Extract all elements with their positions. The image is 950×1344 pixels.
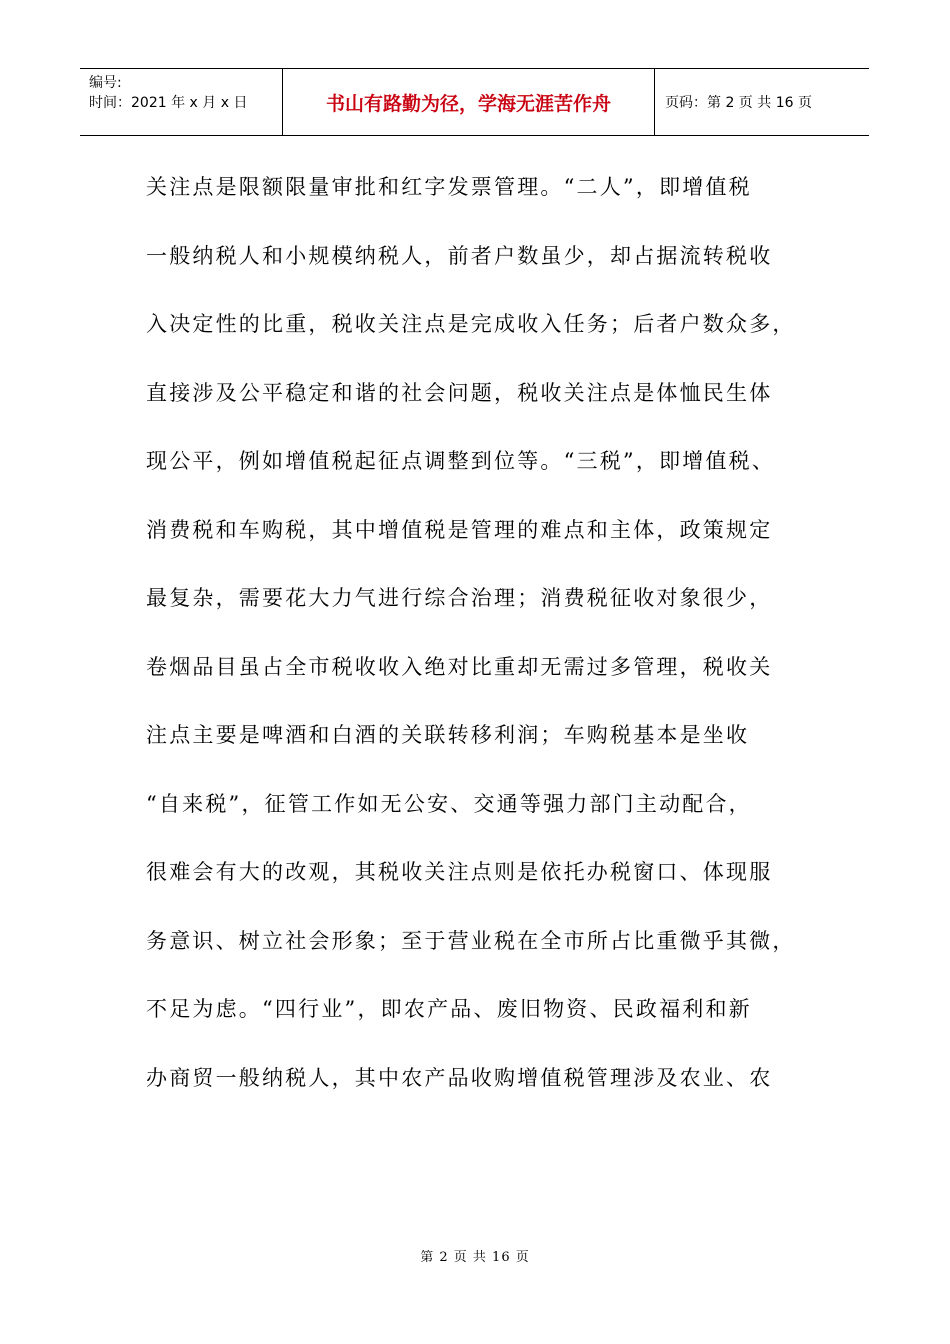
header-page-info <box>655 69 869 135</box>
motto-text: 书山有路勤为径，学海无涯苦作舟 <box>325 92 611 115</box>
page-info-text: 页码：第 2 页 共 16 页 <box>665 95 812 111</box>
body-line: 入决定性的比重，税收关注点是完成收入任务；后者户数众多， <box>146 312 796 336</box>
body-line: 现公平，例如增值税起征点调整到位等。“三税”，即增值税、 <box>146 449 776 473</box>
body-line: 最复杂，需要花大力气进行综合治理；消费税征收对象很少， <box>146 586 773 610</box>
page-footer <box>0 1246 950 1265</box>
body-line: 关注点是限额限量审批和红字发票管理。“二人”，即增值税 <box>146 175 752 199</box>
body-line: 一般纳税人和小规模纳税人，前者户数虽少，却占据流转税收 <box>146 243 773 268</box>
body-line: 注点主要是啤酒和白酒的关联转移利润；车购税基本是坐收 <box>146 723 750 747</box>
body-line: 消费税和车购税，其中增值税是管理的难点和主体，政策规定 <box>146 517 773 542</box>
footer-page-number: 第 2 页 共 16 页 <box>420 1250 530 1265</box>
body-line: 不足为虑。“四行业”，即农产品、废旧物资、民政福利和新 <box>146 997 752 1021</box>
document-date: 时间：2021 年 x 月 x 日 <box>89 95 248 111</box>
body-line: “自来税”，征管工作如无公安、交通等强力部门主动配合， <box>146 791 752 816</box>
header-motto <box>283 69 655 135</box>
page-header <box>80 68 869 136</box>
header-meta <box>80 69 283 135</box>
document-body <box>146 167 826 1126</box>
body-line: 卷烟品目虽占全市税收收入绝对比重却无需过多管理，税收关 <box>146 654 773 679</box>
body-line: 务意识、树立社会形象；至于营业税在全市所占比重微乎其微， <box>146 928 796 953</box>
body-line: 很难会有大的改观，其税收关注点则是依托办税窗口、体现服 <box>146 860 773 884</box>
body-line: 直接涉及公平稳定和谐的社会问题，税收关注点是体恤民生体 <box>146 380 773 405</box>
document-number-label: 编号: <box>89 75 122 91</box>
body-line: 办商贸一般纳税人，其中农产品收购增值税管理涉及农业、农 <box>146 1065 773 1090</box>
